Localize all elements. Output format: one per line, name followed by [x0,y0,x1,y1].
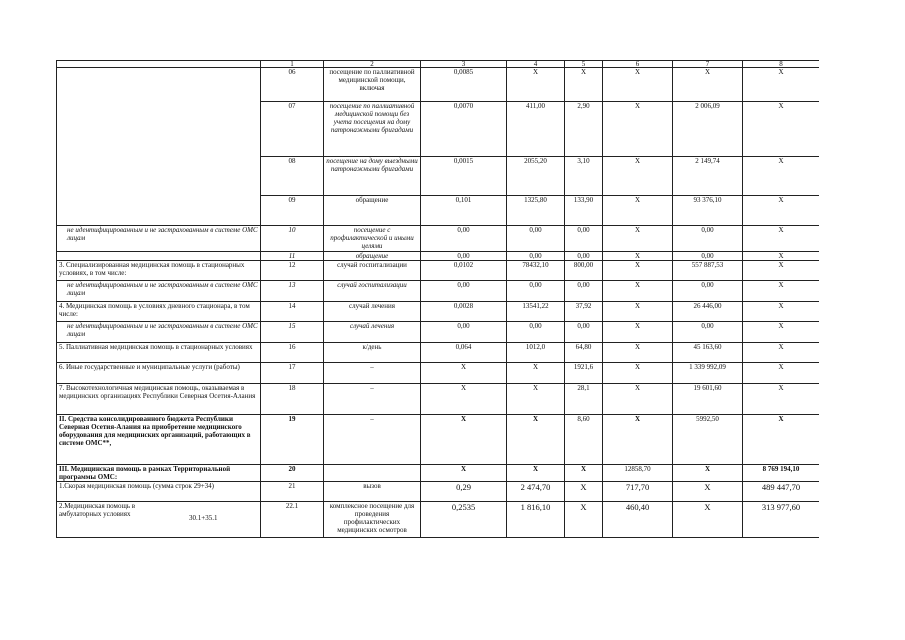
value-cell-col-5: 0,00 [565,322,603,343]
value-cell-col-5: 28,1 [565,384,603,415]
value-cell-col-7: X [673,502,743,538]
value-cell-col-4: 1012,0 [507,343,565,363]
value-cell-col-5: 133,90 [565,196,603,226]
row-unit: – [324,384,421,415]
value-cell-col-4: 0,00 [507,226,565,252]
value-cell-col-8: 313 977,60 [743,502,820,538]
value-cell-col-4: 2 474,70 [507,482,565,502]
value-cell-col-7: 2 006,09 [673,102,743,157]
table-row [57,343,820,363]
table-row [57,465,820,482]
table-row [57,252,820,261]
value-cell-col-3: X [421,415,507,465]
column-number-row [57,61,820,68]
value-cell-col-4: X [507,384,565,415]
value-cell-col-5: 0,00 [565,252,603,261]
value-cell-col-8: X [743,102,820,157]
value-cell-col-8: X [743,281,820,302]
value-cell-col-3: 0,0015 [421,157,507,196]
value-cell-col-3: 0,00 [421,281,507,302]
row-label: не идентифицированным и не застрахованным в системе ОМС лицам [57,281,261,302]
value-cell-col-5: 0,00 [565,281,603,302]
row-unit: посещение на дому выездными патронажными бригадами [324,157,421,196]
value-cell-col-6: X [603,302,673,322]
value-cell-col-5: 1921,6 [565,363,603,384]
value-cell-col-8: X [743,196,820,226]
value-cell-col-8: X [743,157,820,196]
row-label: 3. Специализированная медицинская помощь в стационарных условиях, в том числе: [57,261,261,281]
value-cell-col-6: 12858,70 [603,465,673,482]
value-cell-col-5: 2,90 [565,102,603,157]
value-cell-col-6: X [603,157,673,196]
table-row [57,363,820,384]
row-label: 1.Скорая медицинская помощь (сумма строк 29+34) [57,482,261,502]
value-cell-col-8: X [743,226,820,252]
value-cell-col-4: 0,00 [507,252,565,261]
row-code: 11 [261,252,324,261]
row-code: 21 [261,482,324,502]
col-num-1: 1 [261,61,324,68]
value-cell-col-6: X [603,384,673,415]
value-cell-col-4: 0,00 [507,322,565,343]
value-cell-col-6: X [603,261,673,281]
value-cell-col-7: 2 149,74 [673,157,743,196]
row-code: 22.1 [261,502,324,538]
value-cell-col-3: 0,101 [421,196,507,226]
table-row [57,226,820,252]
value-cell-col-6: 717,70 [603,482,673,502]
value-cell-col-3: X [421,384,507,415]
row-unit: случай госпитализации [324,261,421,281]
row-label: II. Средства консолидированного бюджета Республики Северная Осетия-Алания на приобретение медицинского оборудования для медицинских организаций, работающих в системе ОМС**, [57,415,261,465]
value-cell-col-5: 800,00 [565,261,603,281]
row-code: 19 [261,415,324,465]
col-num-6: 6 [603,61,673,68]
row-unit: обращение [324,196,421,226]
value-cell-col-3: 0,00 [421,252,507,261]
value-cell-col-3: 0,00 [421,322,507,343]
row-code: 16 [261,343,324,363]
row-code: 14 [261,302,324,322]
value-cell-col-4: 1 816,10 [507,502,565,538]
value-cell-col-7: X [673,465,743,482]
row-unit: комплексное посещение для проведения профилактических медицинских осмотров [324,502,421,538]
value-cell-col-3: 0,0085 [421,68,507,102]
value-cell-col-5: 0,00 [565,226,603,252]
value-cell-col-7: X [673,68,743,102]
value-cell-col-7: 93 376,10 [673,196,743,226]
table-row [57,281,820,302]
value-cell-col-6: X [603,68,673,102]
row-unit: случай госпитализации [324,281,421,302]
value-cell-col-3: 0,0102 [421,261,507,281]
value-cell-col-6: X [603,226,673,252]
row-label: не идентифицированным и не застрахованным в системе ОМС лицам [57,226,261,252]
value-cell-col-8: X [743,68,820,102]
row-unit: посещение с профилактической и иными целями [324,226,421,252]
row-label [57,252,261,261]
value-cell-col-5: 8,60 [565,415,603,465]
value-cell-col-6: X [603,102,673,157]
value-cell-col-5: X [565,465,603,482]
row-label: 6. Иные государственные и муниципальные услуги (работы) [57,363,261,384]
row-code: 13 [261,281,324,302]
value-cell-col-5: 3,10 [565,157,603,196]
value-cell-col-3: X [421,465,507,482]
table-row [57,261,820,281]
value-cell-col-6: X [603,196,673,226]
value-cell-col-3: 0,0070 [421,102,507,157]
value-cell-col-4: 78432,10 [507,261,565,281]
row-code: 10 [261,226,324,252]
value-cell-col-6: X [603,415,673,465]
value-cell-col-7: 1 339 992,09 [673,363,743,384]
value-cell-col-6: X [603,281,673,302]
row-unit [324,465,421,482]
row-unit: посещение по паллиативной медицинской помощи, включая [324,68,421,102]
col-num-5: 5 [565,61,603,68]
row-code: 09 [261,196,324,226]
row-code: 12 [261,261,324,281]
table-row [57,384,820,415]
row-unit: посещение по паллиативной медицинской помощи без учета посещения на дому патронажными бригадами [324,102,421,157]
row-code: 20 [261,465,324,482]
row-code: 18 [261,384,324,415]
value-cell-col-5: X [565,482,603,502]
row-unit: к/день [324,343,421,363]
row-code: 07 [261,102,324,157]
row-label [57,502,261,538]
value-cell-col-4: X [507,415,565,465]
row-code: 17 [261,363,324,384]
table-row [57,302,820,322]
value-cell-col-8: X [743,252,820,261]
value-cell-col-8: X [743,261,820,281]
value-cell-col-4: 13541,22 [507,302,565,322]
row-code: 08 [261,157,324,196]
row-unit: случай лечения [324,302,421,322]
col-num-8: 8 [743,61,820,68]
value-cell-col-7: 0,00 [673,281,743,302]
value-cell-col-7: 5992,50 [673,415,743,465]
financing-table [56,60,819,538]
value-cell-col-6: X [603,252,673,261]
value-cell-col-8: X [743,363,820,384]
value-cell-col-6: X [603,343,673,363]
value-cell-col-7: 0,00 [673,226,743,252]
value-cell-col-7: 557 887,53 [673,261,743,281]
value-cell-col-6: X [603,363,673,384]
col-num-2: 2 [324,61,421,68]
table-row [57,322,820,343]
row-label: 5. Паллиативная медицинская помощь в стационарных условиях [57,343,261,363]
value-cell-col-3: 0,0028 [421,302,507,322]
col-num-7: 7 [673,61,743,68]
table-row [57,482,820,502]
value-cell-col-8: X [743,343,820,363]
col-num-3: 3 [421,61,507,68]
value-cell-col-6: 460,40 [603,502,673,538]
value-cell-col-4: X [507,465,565,482]
value-cell-col-4: 1325,80 [507,196,565,226]
value-cell-col-7: 0,00 [673,322,743,343]
row-code: 15 [261,322,324,343]
value-cell-col-8: X [743,322,820,343]
row-unit: – [324,363,421,384]
header-blank [57,61,261,68]
row-unit: случай лечения [324,322,421,343]
value-cell-col-8: X [743,415,820,465]
row-label-blank [57,68,261,226]
row-unit: – [324,415,421,465]
row-label: не идентифицированным и не застрахованным в системе ОМС лицам [57,322,261,343]
value-cell-col-5: X [565,68,603,102]
value-cell-col-8: 8 769 194,10 [743,465,820,482]
row-sub-code: 30.1+35.1 [189,514,218,522]
value-cell-col-3: 0,00 [421,226,507,252]
value-cell-col-7: 0,00 [673,252,743,261]
value-cell-col-4: 0,00 [507,281,565,302]
row-unit: вызов [324,482,421,502]
value-cell-col-8: X [743,384,820,415]
value-cell-col-4: 2055,20 [507,157,565,196]
table-row [57,502,820,538]
table-row [57,68,820,102]
value-cell-col-7: 45 163,60 [673,343,743,363]
row-label: 7. Высокотехнологичная медицинская помощь, оказываемая в медицинских организациях Республики Северная Осетия-Алания [57,384,261,415]
value-cell-col-6: X [603,322,673,343]
value-cell-col-3: 0,29 [421,482,507,502]
value-cell-col-5: 37,92 [565,302,603,322]
value-cell-col-7: 19 601,60 [673,384,743,415]
programme-table-sheet [56,60,819,572]
value-cell-col-4: 411,00 [507,102,565,157]
row-label: III. Медицинская помощь в рамках Территориальной программы ОМС: [57,465,261,482]
row-label: 4. Медицинская помощь в условиях дневного стационара, в том числе: [57,302,261,322]
table-row [57,415,820,465]
value-cell-col-7: 26 446,00 [673,302,743,322]
value-cell-col-8: 489 447,70 [743,482,820,502]
value-cell-col-3: 0,2535 [421,502,507,538]
value-cell-col-5: X [565,502,603,538]
col-num-4: 4 [507,61,565,68]
row-code: 06 [261,68,324,102]
value-cell-col-7: X [673,482,743,502]
row-label-text: 2.Медицинская помощь в амбулаторных условиях [59,502,136,518]
value-cell-col-3: 0,064 [421,343,507,363]
value-cell-col-4: X [507,363,565,384]
value-cell-col-4: X [507,68,565,102]
value-cell-col-8: X [743,302,820,322]
value-cell-col-5: 64,80 [565,343,603,363]
value-cell-col-3: X [421,363,507,384]
row-unit: обращение [324,252,421,261]
